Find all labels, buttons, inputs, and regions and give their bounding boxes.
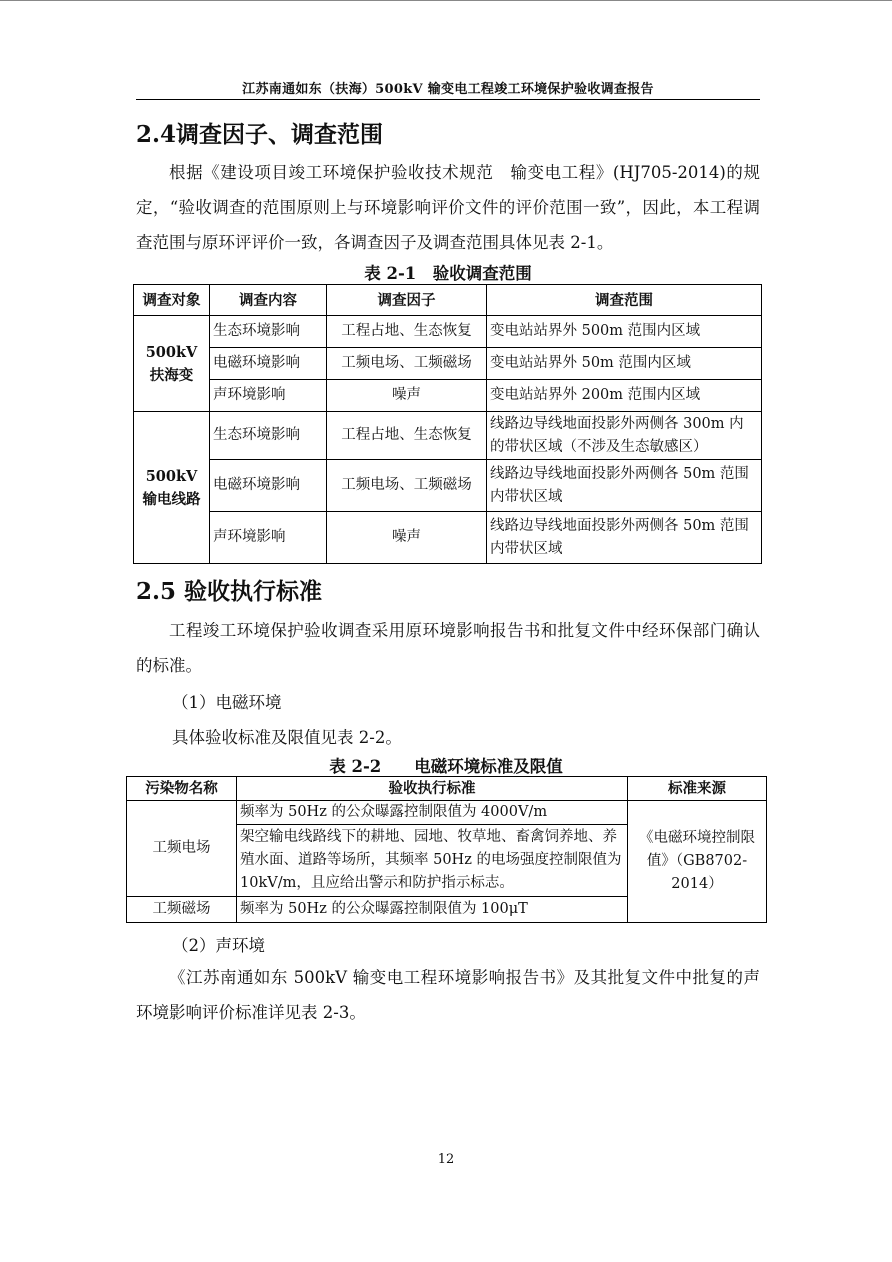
section-2-5-paragraph (136, 613, 760, 683)
scope-cell: 线路边导线地面投影外两侧各 50m 范围内带状区域 (487, 460, 762, 512)
content-cell: 声环境影响 (210, 512, 327, 564)
table-header-cell: 验收执行标准 (237, 777, 628, 801)
table-row (134, 412, 762, 460)
table-header-cell: 标准来源 (628, 777, 767, 801)
table-header-cell: 调查范围 (487, 285, 762, 316)
item-1-heading: （1）电磁环境 (172, 693, 282, 712)
table-row (134, 285, 762, 316)
item-2-heading: （2）声环境 (172, 936, 265, 955)
pollutant-name-cell: 工频磁场 (127, 897, 237, 923)
scope-cell: 变电站站界外 200m 范围内区域 (487, 380, 762, 412)
scope-cell: 线路边导线地面投影外两侧各 50m 范围内带状区域 (487, 512, 762, 564)
table-header-cell: 调查对象 (134, 285, 210, 316)
table-header-cell: 调查内容 (210, 285, 327, 316)
standard-cell: 架空输电线路线下的耕地、园地、牧草地、畜禽饲养地、养殖水面、道路等场所，其频率 50Hz 的电场强度控制限值为 10kV/m，且应给出警示和防护指示标志。 (237, 825, 628, 897)
content-cell: 电磁环境影响 (210, 460, 327, 512)
table-2-1 (133, 284, 762, 564)
table-2-2 (126, 776, 767, 923)
scope-cell: 变电站站界外 500m 范围内区域 (487, 316, 762, 348)
table-2-1-caption: 表 2-1 验收调查范围 (364, 264, 532, 283)
scope-cell: 变电站站界外 50m 范围内区域 (487, 348, 762, 380)
table-row (134, 460, 762, 512)
table-row (134, 512, 762, 564)
factor-cell: 噪声 (327, 512, 487, 564)
factor-cell: 工程占地、生态恢复 (327, 412, 487, 460)
survey-object-cell: 500kV 扶海变 (134, 316, 210, 412)
factor-cell: 工频电场、工频磁场 (327, 460, 487, 512)
table-header-cell: 污染物名称 (127, 777, 237, 801)
content-cell: 电磁环境影响 (210, 348, 327, 380)
item-1-text: 具体验收标准及限值见表 2-2。 (172, 728, 402, 747)
item-2-paragraph (136, 960, 760, 1030)
table-row (134, 380, 762, 412)
factor-cell: 工频电场、工频磁场 (327, 348, 487, 380)
section-2-4-paragraph (136, 155, 760, 260)
page-number: 12 (437, 1152, 455, 1167)
factor-cell: 工程占地、生态恢复 (327, 316, 487, 348)
section-2-4-heading: 2.4调查因子、调查范围 (136, 121, 384, 148)
standard-cell: 频率为 50Hz 的公众曝露控制限值为 4000V/m (237, 801, 628, 825)
content-cell: 生态环境影响 (210, 412, 327, 460)
table-row (134, 316, 762, 348)
table-header-cell: 调查因子 (327, 285, 487, 316)
scope-cell: 线路边导线地面投影外两侧各 300m 内的带状区域（不涉及生态敏感区） (487, 412, 762, 460)
content-cell: 声环境影响 (210, 380, 327, 412)
table-row (127, 801, 767, 825)
running-header: 江苏南通如东（扶海）500kV 输变电工程竣工环境保护验收调查报告 (242, 82, 654, 97)
section-2-4-text: 根据《建设项目竣工环境保护验收技术规范 输变电工程》(HJ705-2014)的规定，“验收调查的范围原则上与环境影响评价文件的评价范围一致”，因此，本工程调查范围与原环评评价一致，各调查因子及调查范围具体见表 2-1。 (136, 163, 760, 252)
content-cell: 生态环境影响 (210, 316, 327, 348)
standard-cell: 频率为 50Hz 的公众曝露控制限值为 100μT (237, 897, 628, 923)
survey-object-cell: 500kV 输电线路 (134, 412, 210, 564)
factor-cell: 噪声 (327, 380, 487, 412)
table-2-2-caption: 表 2-2 电磁环境标准及限值 (329, 757, 563, 776)
header-rule (136, 99, 760, 100)
pollutant-name-cell: 工频电场 (127, 801, 237, 897)
standard-source-cell: 《电磁环境控制限值》（GB8702-2014） (628, 801, 767, 923)
section-2-5-heading: 2.5 验收执行标准 (136, 578, 323, 605)
section-2-5-text: 工程竣工环境保护验收调查采用原环境影响报告书和批复文件中经环保部门确认的标准。 (136, 621, 760, 675)
item-2-text: 《江苏南通如东 500kV 输变电工程环境影响报告书》及其批复文件中批复的声环境影响评价标准详见表 2-3。 (136, 968, 760, 1022)
table-row (134, 348, 762, 380)
top-edge-line (0, 0, 892, 1)
table-row (127, 777, 767, 801)
